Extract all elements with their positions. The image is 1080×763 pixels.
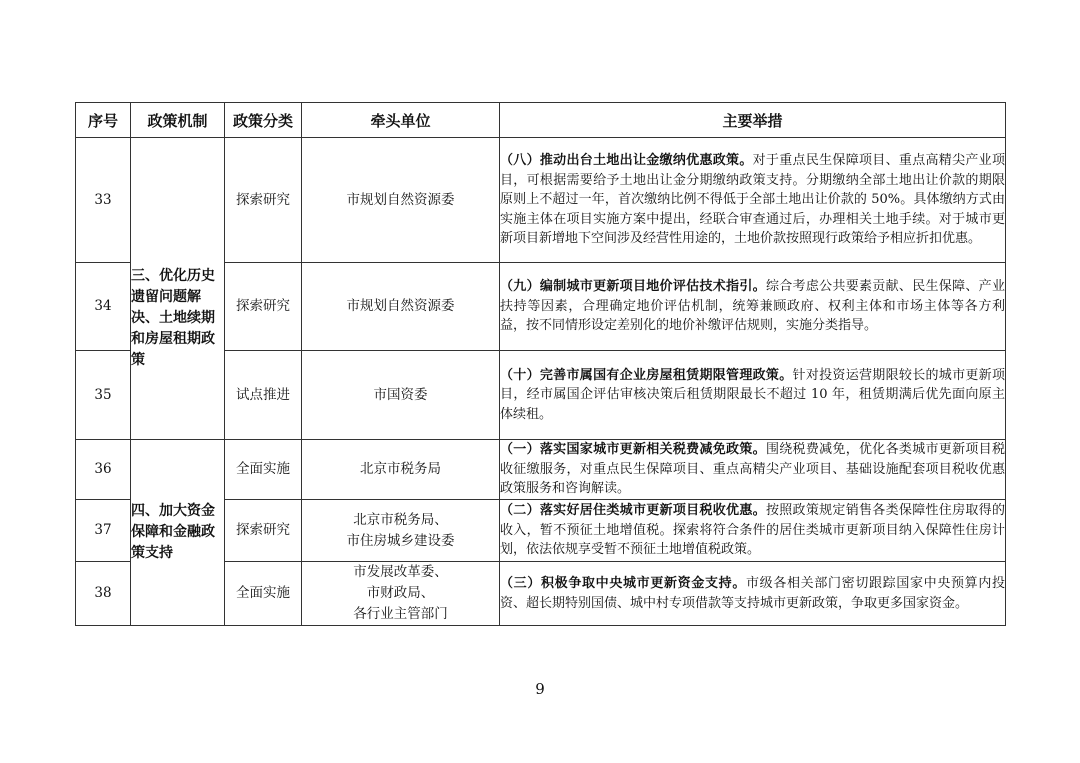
measure-text: 对于重点民生保障项目、重点高精尖产业项目，可根据需要给予土地出让金分期缴纳政策支持。分期缴纳全部土地出让价款的期限原则上不超过一年，首次缴纳比例不得低于全部土地出让价款的 50%。具体缴纳方式由实施主体在项目实施方案中提出，经联合审查通过后，办理相关土地手续。对于城市更新项目新增地下空间涉及经营性用途的，土地价款按照现行政策给予相应折扣优惠。: [500, 153, 1005, 247]
header-lead-unit: 牵头单位: [302, 103, 500, 138]
row-category: 全面实施: [225, 562, 302, 626]
measure-text: 综合考虑公共要素贡献、民生保障、产业扶持等因素，合理确定地价评估机制，统筹兼顾政府、权利主体和市场主体等各方利益，按不同情形设定差别化的地价补缴评估规则，实施分类指导。: [500, 279, 1005, 334]
row-measure: [500, 138, 1006, 263]
page-number: 9: [535, 680, 545, 698]
header-measures: 主要举措: [500, 103, 1006, 138]
row-lead-unit: 市规划自然资源委: [302, 138, 500, 263]
measure-text: 围绕税费减免，优化各类城市更新项目税收征缴服务，对重点民生保障项目、重点高精尖产业项目、基础设施配套项目税收优惠政策服务和咨询解读。: [500, 442, 1005, 497]
header-seq: 序号: [76, 103, 131, 138]
row-category: 全面实施: [225, 440, 302, 500]
row-measure: [500, 263, 1006, 351]
row-lead-unit: [302, 500, 500, 562]
lead-unit-line: 市财政局、: [366, 585, 435, 601]
measure-title: （一）落实国家城市更新相关税费减免政策。: [500, 442, 766, 458]
row-seq: 34: [76, 263, 131, 351]
row-seq: 33: [76, 138, 131, 263]
mechanism-group: 四、加大资金保障和金融政策支持: [131, 440, 225, 626]
lead-unit-line: 市住房城乡建设委: [346, 532, 455, 549]
row-measure: [500, 500, 1006, 562]
lead-unit-line: 各行业主管部门: [353, 606, 448, 622]
row-seq: 35: [76, 351, 131, 440]
row-category: 试点推进: [225, 351, 302, 440]
row-category: 探索研究: [225, 263, 302, 351]
row-category: 探索研究: [225, 138, 302, 263]
row-seq: 37: [76, 500, 131, 562]
row-lead-unit: 市规划自然资源委: [302, 263, 500, 351]
header-row: [76, 103, 1006, 138]
row-seq: 38: [76, 562, 131, 626]
table-row: [76, 138, 1006, 263]
measure-title: （十）完善市属国有企业房屋租赁期限管理政策。: [500, 367, 793, 383]
header-category: 政策分类: [225, 103, 302, 138]
measure-text: 针对投资运营期限较长的城市更新项目，经市属国企评估审核决策后租赁期限最长不超过 10 年，租赁期满后优先面向原主体续租。: [500, 367, 1005, 422]
lead-unit-line: 北京市税务局、: [353, 511, 448, 528]
lead-unit-line: 市发展改革委、: [353, 564, 448, 580]
row-lead-unit: [302, 562, 500, 626]
row-measure: [500, 562, 1006, 626]
measure-text: 市级各相关部门密切跟踪国家中央预算内投资、超长期特别国债、城中村专项借款等支持城市更新政策，争取更多国家资金。: [500, 576, 1005, 611]
header-mechanism: 政策机制: [131, 103, 225, 138]
measure-title: （二）落实好居住类城市更新项目税收优惠。: [500, 503, 766, 519]
measure-title: （八）推动出台土地出让金缴纳优惠政策。: [500, 153, 753, 169]
measure-text: 按照政策规定销售各类保障性住房取得的收入，暂不预征土地增值税。探索将符合条件的居住类城市更新项目纳入保障性住房计划，依法依规享受暂不预征土地增值税政策。: [500, 503, 1005, 558]
row-measure: [500, 440, 1006, 500]
row-lead-unit: 北京市税务局: [302, 440, 500, 500]
policy-table: [75, 102, 1006, 626]
row-category: 探索研究: [225, 500, 302, 562]
row-lead-unit: 市国资委: [302, 351, 500, 440]
row-measure: [500, 351, 1006, 440]
measure-title: （三）积极争取中央城市更新资金支持。: [500, 576, 746, 591]
table-row: [76, 440, 1006, 500]
row-seq: 36: [76, 440, 131, 500]
measure-title: （九）编制城市更新项目地价评估技术指引。: [500, 279, 766, 295]
mechanism-group: 三、优化历史遗留问题解决、土地续期和房屋租期政策: [131, 138, 225, 440]
